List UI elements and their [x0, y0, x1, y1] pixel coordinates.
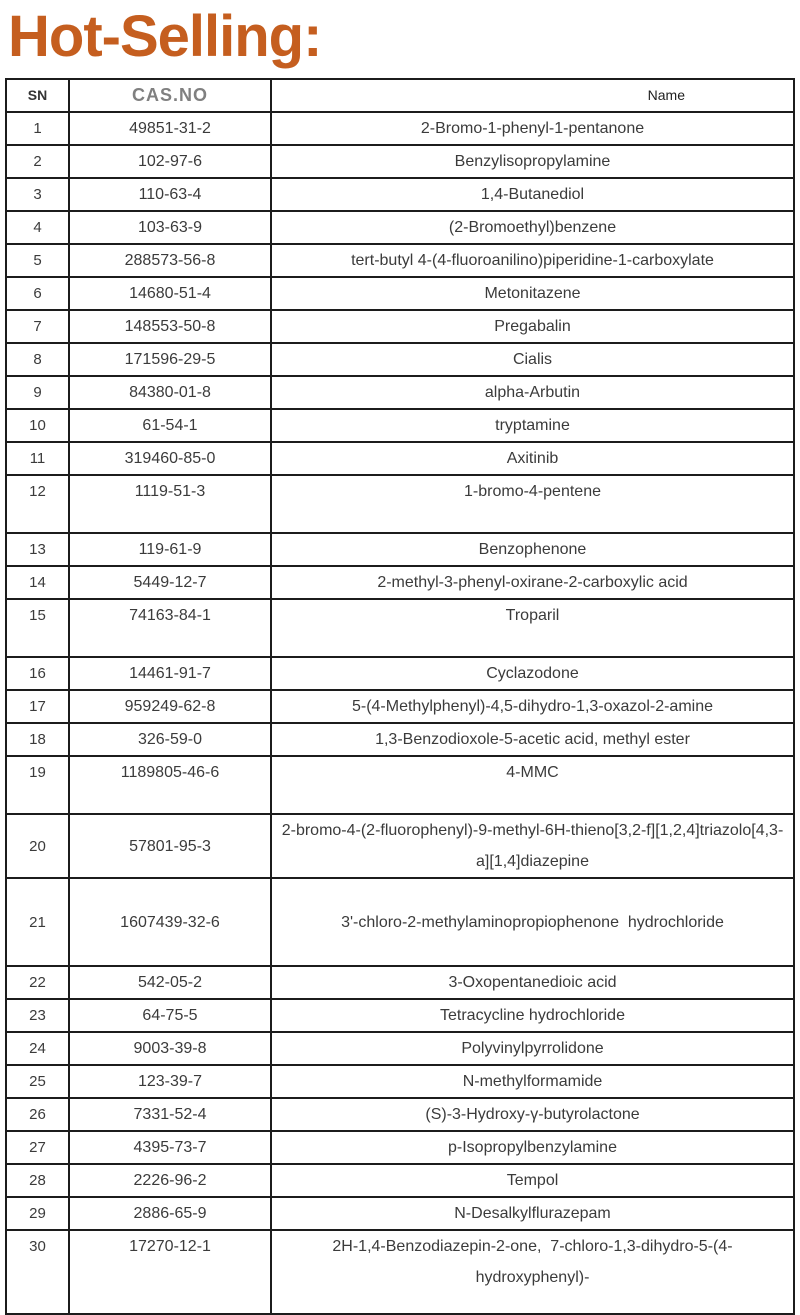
cell-sn: 21 — [6, 878, 69, 966]
cell-sn: 10 — [6, 409, 69, 442]
table-row — [6, 966, 794, 999]
page-title: Hot-Selling: — [8, 4, 322, 69]
cell-sn: 5 — [6, 244, 69, 277]
cell-name: Cyclazodone — [271, 657, 794, 690]
table-header-row — [6, 79, 794, 112]
cell-name: N-Desalkylflurazepam — [271, 1197, 794, 1230]
cell-name: Tetracycline hydrochloride — [271, 999, 794, 1032]
table-row — [6, 442, 794, 475]
cell-sn: 13 — [6, 533, 69, 566]
cell-cas-no: 74163-84-1 — [69, 599, 271, 657]
cell-cas-no: 2226-96-2 — [69, 1164, 271, 1197]
cell-cas-no: 148553-50-8 — [69, 310, 271, 343]
table-row — [6, 1131, 794, 1164]
table-body — [6, 112, 794, 1314]
cell-sn: 23 — [6, 999, 69, 1032]
cell-name: 3'-chloro-2-methylaminopropiophenone hydrochloride — [271, 878, 794, 966]
table-row — [6, 756, 794, 814]
cell-sn: 29 — [6, 1197, 69, 1230]
cell-cas-no: 319460-85-0 — [69, 442, 271, 475]
table-row — [6, 999, 794, 1032]
table-row — [6, 878, 794, 966]
cell-sn: 22 — [6, 966, 69, 999]
cell-sn: 15 — [6, 599, 69, 657]
table-row — [6, 1230, 794, 1314]
cell-sn: 28 — [6, 1164, 69, 1197]
cell-name: Pregabalin — [271, 310, 794, 343]
table-row — [6, 690, 794, 723]
cell-cas-no: 119-61-9 — [69, 533, 271, 566]
table-row — [6, 475, 794, 533]
cell-sn: 6 — [6, 277, 69, 310]
cell-cas-no: 17270-12-1 — [69, 1230, 271, 1314]
table-row — [6, 1032, 794, 1065]
cell-cas-no: 14461-91-7 — [69, 657, 271, 690]
cell-name: 1,4-Butanediol — [271, 178, 794, 211]
cell-cas-no: 84380-01-8 — [69, 376, 271, 409]
cell-sn: 14 — [6, 566, 69, 599]
cell-name: Benzophenone — [271, 533, 794, 566]
cell-name: 2-bromo-4-(2-fluorophenyl)-9-methyl-6H-thieno[3,2-f][1,2,4]triazolo[4,3-a][1,4]diazepine — [271, 814, 794, 878]
table-row — [6, 343, 794, 376]
column-header-cas-no: CAS.NO — [69, 79, 271, 112]
cell-name: 4-MMC — [271, 756, 794, 814]
cell-cas-no: 7331-52-4 — [69, 1098, 271, 1131]
cell-sn: 19 — [6, 756, 69, 814]
cell-name: alpha-Arbutin — [271, 376, 794, 409]
cell-sn: 25 — [6, 1065, 69, 1098]
cell-sn: 11 — [6, 442, 69, 475]
table-row — [6, 211, 794, 244]
table-row — [6, 310, 794, 343]
cell-name: Troparil — [271, 599, 794, 657]
cell-cas-no: 61-54-1 — [69, 409, 271, 442]
cell-name: tert-butyl 4-(4-fluoroanilino)piperidine-1-carboxylate — [271, 244, 794, 277]
cell-sn: 3 — [6, 178, 69, 211]
table-row — [6, 599, 794, 657]
table-row — [6, 145, 794, 178]
cell-cas-no: 1189805-46-6 — [69, 756, 271, 814]
cell-cas-no: 110-63-4 — [69, 178, 271, 211]
cell-name: 1-bromo-4-pentene — [271, 475, 794, 533]
cell-cas-no: 49851-31-2 — [69, 112, 271, 145]
cell-cas-no: 103-63-9 — [69, 211, 271, 244]
table-row — [6, 178, 794, 211]
cell-sn: 26 — [6, 1098, 69, 1131]
cell-cas-no: 102-97-6 — [69, 145, 271, 178]
cell-cas-no: 4395-73-7 — [69, 1131, 271, 1164]
cell-name: 2-methyl-3-phenyl-oxirane-2-carboxylic acid — [271, 566, 794, 599]
table-row — [6, 566, 794, 599]
cell-sn: 12 — [6, 475, 69, 533]
cell-name: 2H-1,4-Benzodiazepin-2-one, 7-chloro-1,3-dihydro-5-(4-hydroxyphenyl)- — [271, 1230, 794, 1314]
cell-cas-no: 9003-39-8 — [69, 1032, 271, 1065]
cell-sn: 8 — [6, 343, 69, 376]
cell-cas-no: 959249-62-8 — [69, 690, 271, 723]
cell-cas-no: 1119-51-3 — [69, 475, 271, 533]
cell-cas-no: 57801-95-3 — [69, 814, 271, 878]
cell-name: 2-Bromo-1-phenyl-1-pentanone — [271, 112, 794, 145]
table-row — [6, 1065, 794, 1098]
column-header-sn: SN — [6, 79, 69, 112]
cell-name: Cialis — [271, 343, 794, 376]
table-row — [6, 1197, 794, 1230]
table-row — [6, 244, 794, 277]
cell-name: Tempol — [271, 1164, 794, 1197]
cell-sn: 18 — [6, 723, 69, 756]
cell-cas-no: 171596-29-5 — [69, 343, 271, 376]
cell-name: 3-Oxopentanedioic acid — [271, 966, 794, 999]
cell-cas-no: 123-39-7 — [69, 1065, 271, 1098]
table-row — [6, 723, 794, 756]
cell-sn: 16 — [6, 657, 69, 690]
cell-name: p-Isopropylbenzylamine — [271, 1131, 794, 1164]
cell-name: Polyvinylpyrrolidone — [271, 1032, 794, 1065]
cell-name: (S)-3-Hydroxy-γ-butyrolactone — [271, 1098, 794, 1131]
cell-cas-no: 14680-51-4 — [69, 277, 271, 310]
cell-cas-no: 326-59-0 — [69, 723, 271, 756]
table-row — [6, 1164, 794, 1197]
cell-name: Axitinib — [271, 442, 794, 475]
cell-cas-no: 5449-12-7 — [69, 566, 271, 599]
cell-cas-no: 1607439-32-6 — [69, 878, 271, 966]
table-row — [6, 409, 794, 442]
cell-sn: 9 — [6, 376, 69, 409]
cell-name: tryptamine — [271, 409, 794, 442]
cell-name: N-methylformamide — [271, 1065, 794, 1098]
table-row — [6, 277, 794, 310]
cell-sn: 20 — [6, 814, 69, 878]
hot-selling-table — [5, 78, 795, 1315]
cell-name: 5-(4-Methylphenyl)-4,5-dihydro-1,3-oxazol-2-amine — [271, 690, 794, 723]
table-row — [6, 376, 794, 409]
table-row — [6, 533, 794, 566]
column-header-name: Name — [271, 79, 794, 112]
cell-sn: 30 — [6, 1230, 69, 1314]
cell-sn: 1 — [6, 112, 69, 145]
cell-sn: 7 — [6, 310, 69, 343]
cell-name: 1,3-Benzodioxole-5-acetic acid, methyl ester — [271, 723, 794, 756]
table-row — [6, 657, 794, 690]
table-row — [6, 1098, 794, 1131]
cell-name: (2-Bromoethyl)benzene — [271, 211, 794, 244]
table-row — [6, 112, 794, 145]
cell-cas-no: 542-05-2 — [69, 966, 271, 999]
table-row — [6, 814, 794, 878]
cell-sn: 17 — [6, 690, 69, 723]
cell-sn: 27 — [6, 1131, 69, 1164]
cell-sn: 4 — [6, 211, 69, 244]
cell-cas-no: 288573-56-8 — [69, 244, 271, 277]
cell-sn: 2 — [6, 145, 69, 178]
cell-cas-no: 64-75-5 — [69, 999, 271, 1032]
cell-name: Benzylisopropylamine — [271, 145, 794, 178]
cell-name: Metonitazene — [271, 277, 794, 310]
cell-sn: 24 — [6, 1032, 69, 1065]
cell-cas-no: 2886-65-9 — [69, 1197, 271, 1230]
